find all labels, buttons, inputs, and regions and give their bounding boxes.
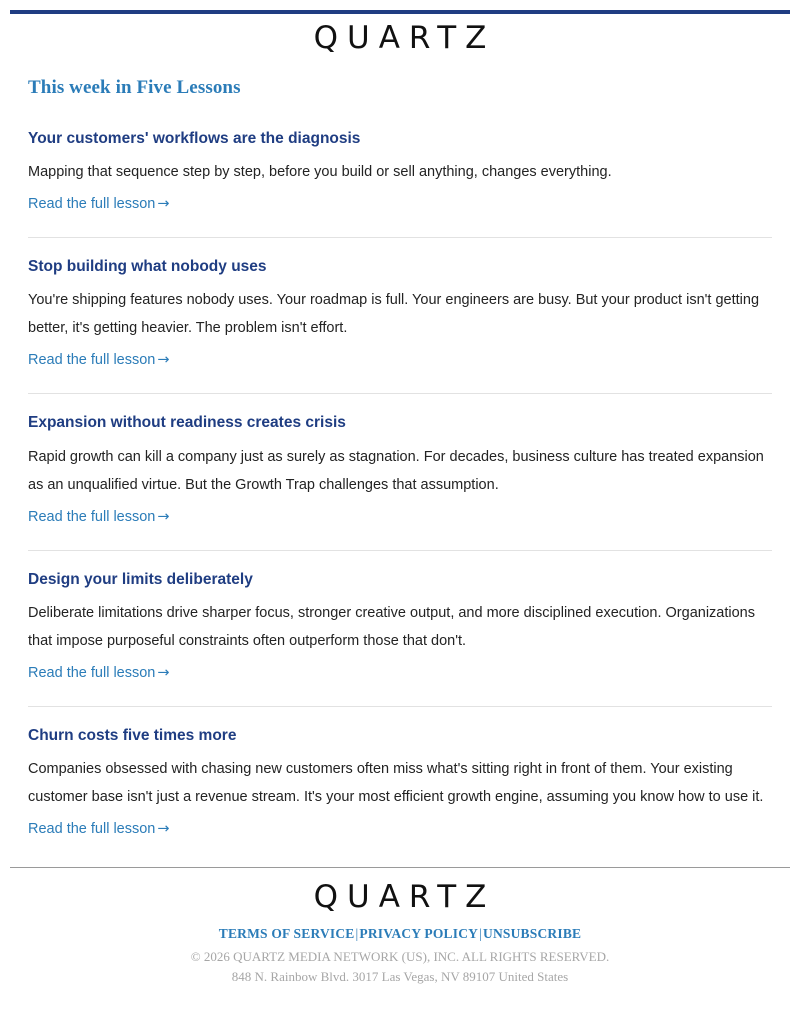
arrow-right-icon: → <box>157 196 170 213</box>
email-newsletter-page <box>0 10 800 987</box>
lesson-title: Your customers' workflows are the diagnosis <box>28 130 361 148</box>
lesson-body: You're shipping features nobody uses. Your roadmap is full. Your engineers are busy. But your product isn't getting better, it's getting heavier. The problem isn't effort. <box>28 292 760 337</box>
read-full-lesson-link[interactable] <box>28 815 170 843</box>
section-divider <box>28 393 772 394</box>
terms-of-service-link[interactable]: TERMS OF SERVICE <box>218 925 355 941</box>
arrow-right-icon: → <box>157 820 170 837</box>
lesson-body: Companies obsessed with chasing new customers often miss what's sitting right in front of them. Your existing customer base isn't just a revenue stream. It's your most efficient growth engine, assuming you know how to use it. <box>28 760 764 805</box>
read-full-lesson-link[interactable] <box>28 190 170 218</box>
read-full-lesson-label: Read the full lesson <box>28 352 156 369</box>
lesson-title: Stop building what nobody uses <box>28 258 267 276</box>
footer-link-separator: | <box>355 925 359 941</box>
quartz-logo-footer[interactable]: QUARTZ <box>313 878 496 915</box>
footer-links <box>0 924 800 944</box>
read-full-lesson-link[interactable] <box>28 659 170 687</box>
email-header <box>0 14 800 59</box>
read-full-lesson-link[interactable] <box>28 346 170 374</box>
lesson-body: Rapid growth can kill a company just as surely as stagnation. For decades, business culture has treated expansion as an unqualified virtue. But the Growth Trap challenges that assumption. <box>28 448 764 493</box>
lesson-title: Expansion without readiness creates crisis <box>28 414 346 432</box>
read-full-lesson-label: Read the full lesson <box>28 820 156 837</box>
arrow-right-icon: → <box>157 352 170 369</box>
arrow-right-icon: → <box>157 508 170 525</box>
lesson-item <box>0 726 800 843</box>
email-footer <box>0 868 800 987</box>
lesson-title: Churn costs five times more <box>28 726 237 744</box>
newsletter-kicker: This week in Five Lessons <box>28 77 241 99</box>
copyright-text: © 2026 QUARTZ MEDIA NETWORK (US), INC. ALL RIGHTS RESERVED. <box>190 948 610 964</box>
mailing-address: 848 N. Rainbow Blvd. 3017 Las Vegas, NV 89107 United States <box>231 969 569 985</box>
read-full-lesson-label: Read the full lesson <box>28 196 156 213</box>
read-full-lesson-link[interactable] <box>28 503 170 531</box>
quartz-logo-header[interactable]: QUARTZ <box>313 20 496 56</box>
section-divider <box>28 237 772 238</box>
lesson-item <box>0 413 800 530</box>
footer-link-separator: | <box>479 925 482 941</box>
privacy-policy-link[interactable]: PRIVACY POLICY <box>359 925 479 941</box>
lessons-list <box>0 129 800 843</box>
read-full-lesson-label: Read the full lesson <box>28 508 156 525</box>
arrow-right-icon: → <box>157 664 170 681</box>
lesson-item <box>0 257 800 374</box>
lesson-item <box>0 570 800 687</box>
section-divider <box>28 550 772 551</box>
lesson-title: Design your limits deliberately <box>28 570 253 588</box>
lesson-body: Mapping that sequence step by step, before you build or sell anything, changes everything. <box>28 164 612 181</box>
section-divider <box>28 706 772 707</box>
lesson-body: Deliberate limitations drive sharper focus, stronger creative output, and more disciplined execution. Organizations that impose purposeful constraints often outperform those that don't. <box>28 604 755 649</box>
lesson-item <box>0 129 800 218</box>
read-full-lesson-label: Read the full lesson <box>28 664 156 681</box>
unsubscribe-link[interactable]: UNSUBSCRIBE <box>483 925 582 941</box>
